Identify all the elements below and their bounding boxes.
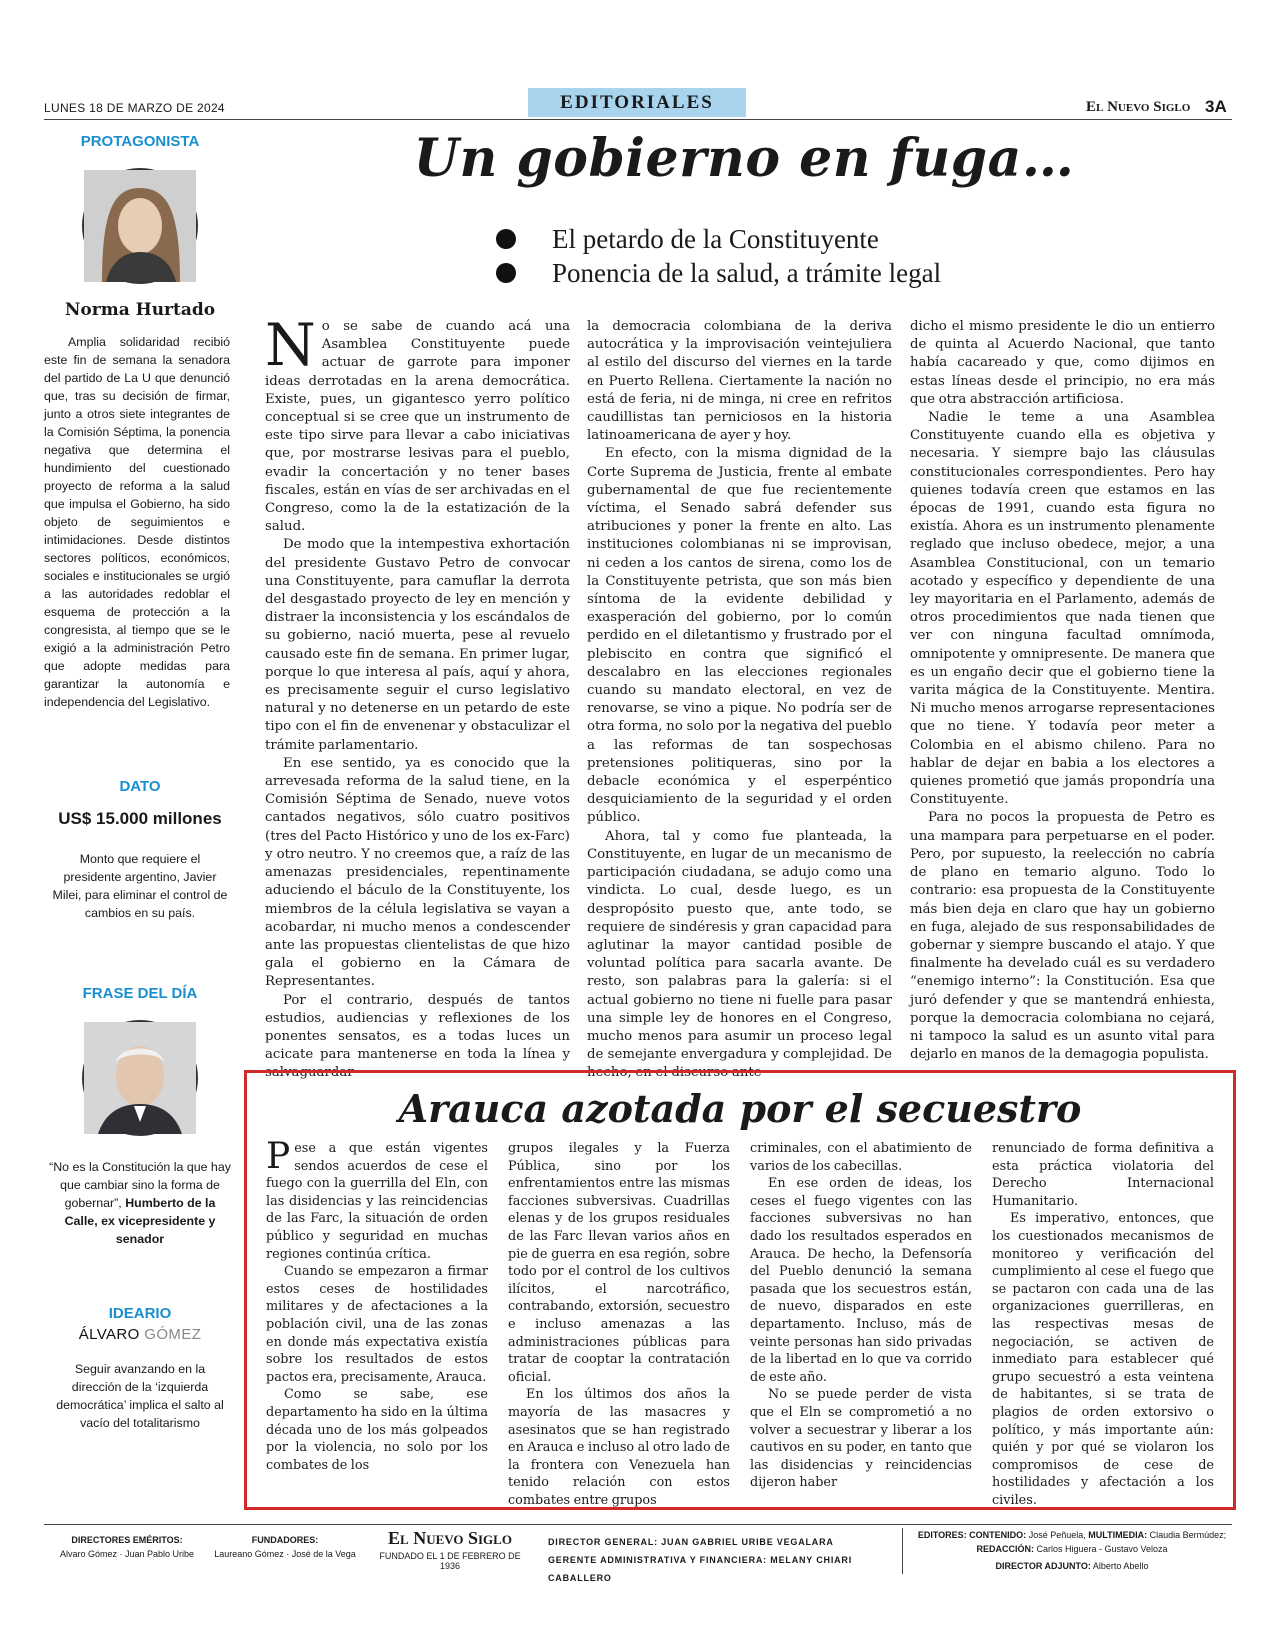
- paragraph: ese a que están vigentes sendos acuerdos de cese el fuego con la guerrilla del Eln, con las disidencias y las reincidencias de las Farc, la situación de orden público y seguridad en muchas regiones continúa crítica.: [266, 1141, 488, 1262]
- footer-divider: [44, 1524, 1232, 1525]
- drop-cap: P: [266, 1136, 291, 1177]
- paragraph: En los últimos dos años la mayoría de las masacres y asesinatos que se han registrado en Arauca e incluso al otro lado de la frontera con Venezuela han tenido relación con estos combates entre grupos: [508, 1387, 730, 1508]
- bullet-dot-icon: [496, 263, 516, 283]
- redaccion-names: Carlos Higuera - Gustavo Veloza: [1036, 1544, 1168, 1554]
- paragraph: Por el contrario, después de tantos estudios, audiencias y reflexiones de los ponentes sensatos, es a todas luces un acicate para mantenerse en toda la línea y salvaguardar: [265, 992, 570, 1081]
- frase-photo: [82, 1020, 198, 1136]
- footer-vertical-divider: [902, 1528, 903, 1574]
- editores-names: José Peñuela,: [1028, 1530, 1086, 1540]
- box-column-2: [508, 1140, 730, 1508]
- paragraph: En ese sentido, ya es conocido que la arrevesada reforma de la salud tiene, en la Comisión Séptima de Senado, nueve votos cantados negativos, sólo cuatro positivos (tres del Pacto Histórico y uno de los ex-Farc) y otro neutro. Y no creemos que, a raíz de las amenazas presidenciales, repentinamente aduciendo el báculo de la Constituyente, los miembros de la célula legislativa se vayan a acobardar, ni mucho menos a condescender ante las propuestas clientelistas de que hizo gala el gobierno en la Cámara de Representantes.: [265, 755, 570, 990]
- emeritos-names: Alvaro Gómez · Juan Pablo Uribe: [59, 1549, 195, 1559]
- paragraph: dicho el mismo presidente le dio un entierro de quinta al Acuerdo Nacional, que tanto había cacareado y que, como dijimos en estas líneas desde el principio, no era más que otra abstracción artificiosa.: [910, 319, 1215, 407]
- ideario-author-first: ÁLVARO: [78, 1326, 140, 1343]
- gerente-label: GERENTE ADMINISTRATIVA Y FINANCIERA:: [548, 1555, 767, 1565]
- frase-author: Humberto de la Calle, ex vicepresidente y senador: [64, 1196, 216, 1246]
- secondary-editorial-title: Arauca azotada por el secuestro: [398, 1086, 1082, 1131]
- paragraph: Para no pocos la propuesta de Petro es una mampara para perpetuarse en el poder. Pero, por supuesto, la reelección no cabría de plano en temario alguno. Todo lo contrario: esa propuesta de la Constituyente más bien deja en claro que hay un gobierno en fuga, alejado de sus responsabilidades de gobernar y siempre buscando el atajo. Y que finalmente ha develado cuál es su verdadero “enemigo interno”: la Constitución. Esa que juró defender y que se mantendrá enhiesta, porque la democracia colombiana no cejará, ni tampoco la salud es un asunto vital para dejarlo en manos de la demagogia populista.: [910, 810, 1215, 1063]
- frase-quote-text: “No es la Constitución la que hay que cambiar sino la forma de gobernar”,: [49, 1160, 231, 1210]
- paragraph: No se puede perder de vista que el Eln se comprometió a no volver a secuestrar y liberar a los cautivos en su poder, en tanto que las disidencias y reincidencias dijeron haber: [750, 1387, 972, 1491]
- multimedia-label: MULTIMEDIA:: [1088, 1530, 1148, 1540]
- editorial-bullets: [496, 222, 941, 290]
- redaccion-label: REDACCIÓN:: [976, 1544, 1034, 1554]
- gerente-name: MELANY CHIARI CABALLERO: [548, 1555, 853, 1583]
- paragraph: De modo que la intempestiva exhortación del presidente Gustavo Petro de convocar una Constituyente, para camuflar la derrota del desgastado proyecto de ley en mención y distraer la inconsistencia y los escándalos de su gobierno, nació muerta, pese al revuelo causado este fin de semana. En primer lugar, porque lo que interesa al país, aquí y ahora, es precisamente seguir el curso legislativo natural y no detenerse en un petardo de este tipo con el fin de envenenar y obstaculizar el trámite parlamentario.: [265, 537, 570, 753]
- multimedia-names: Claudia Bermúdez;: [1149, 1530, 1227, 1540]
- editorial-column-3: [910, 318, 1215, 1063]
- box-column-3: [750, 1140, 972, 1500]
- dato-figure: US$ 15.000 millones: [58, 809, 222, 828]
- editorial-column-2: [587, 318, 892, 1081]
- paragraph: Ahora, tal y como fue planteada, la Constituyente, en lugar de un mecanismo de participación ciudadana, se adujo como una vindicta. Lo cual, desde luego, es un despropósito puesto que, ante todo, se requiere de sindéresis y gran capacidad para aglutinar la mayor cantidad posible de voluntad política para sacarla avante. De resto, son palabras para la galería: si el actual gobierno no tiene ni fuelle para pasar una simple ley de honores en el Congreso, mucho menos para asumir un proceso legal de semejante envergadura y complejidad. De hecho, en el discurso ante-: [587, 828, 892, 1081]
- emeritos-label: DIRECTORES EMÉRITOS:: [71, 1535, 183, 1545]
- frase-kicker: FRASE DEL DÍA: [82, 985, 198, 1002]
- editorial-bullet: [496, 222, 941, 256]
- footer-editores: [912, 1528, 1232, 1573]
- paragraph: criminales, con el abatimiento de varios de los cabecillas.: [750, 1141, 972, 1174]
- protagonista-name: Norma Hurtado: [64, 300, 216, 320]
- editorial-bullet: [496, 256, 941, 290]
- paragraph: la democracia colombiana de la deriva autocrática y la improvisación veintejuliera al estilo del discurso del viernes en la tarde en Puerto Rellena. Ciertamente la nación no está de feria, ni de minga, ni cree en refritos caudillistas tan perniciosos en la historia latinoamericana de ayer y hoy.: [587, 319, 892, 444]
- paragraph: o se sabe de cuando acá una Asamblea Constituyente puede actuar de garrote para imponer ideas derrotadas en la arena democrática. Existe, pues, un gigantesco yerro político conceptual si se cree que un instrumento de este tipo sirve para llevar a cabo iniciativas que, por mostrarse lesivas para el pueblo, evadir la concertación y no tener bases fiscales, están en vías de ser archivadas en el Congreso, como la de la estatización de la salud.: [265, 319, 570, 535]
- footer-directors: [548, 1533, 888, 1587]
- footer-emeritos: [52, 1535, 202, 1559]
- bullet-text: Ponencia de la salud, a trámite legal: [552, 258, 942, 288]
- page-date: LUNES 18 DE MARZO DE 2024: [44, 101, 225, 115]
- section-banner: EDITORIALES: [528, 88, 746, 117]
- drop-cap: N: [265, 311, 316, 379]
- header-divider: [44, 119, 1232, 120]
- protagonista-text: Amplia solidaridad recibió este fin de semana la senadora del partido de La U que denunció que, tras su decisión de firmar, junto a otros siete integrantes de la Comisión Séptima, la ponencia negativa que determina el hundimiento del cuestionado proyecto de reforma a la salud que impulsa el Gobierno, ha sido objeto de seguimientos e intimidaciones. Desde distintos sectores políticos, económicos, sociales e institucionales se urgió a las autoridades redoblar el esquema de protección a la congresista, al tiempo que se le exigió a la administración Petro que adopte medidas para garantizar la autonomía e independencia del Legislativo.: [44, 335, 230, 709]
- bullet-text: El petardo de la Constituyente: [552, 224, 879, 254]
- editores-label: EDITORES: CONTENIDO:: [917, 1530, 1027, 1540]
- box-column-4: [992, 1140, 1214, 1508]
- protagonista-kicker: PROTAGONISTA: [80, 133, 200, 150]
- fundadores-label: FUNDADORES:: [251, 1535, 319, 1545]
- paragraph: grupos ilegales y la Fuerza Pública, sino por los enfrentamientos entre las mismas facciones subversivas. Cuadrillas elenas y de los grupos residuales de las Farc llevan varios años en pie de guerra en esa región, sobre todo por el control de los cultivos ilícitos, el narcotráfico, contrabando, extorsión, secuestro e incluso amenazas a las administraciones públicas para tratar de cooptar la contratación oficial.: [508, 1141, 730, 1385]
- paragraph: renunciado de forma definitiva a esta práctica violatoria del Derecho Internacional Humanitario.: [992, 1141, 1214, 1209]
- ideario-text: Seguir avanzando en la dirección de la ‘izquierda democrática’ implica el salto al vacío del totalitarismo: [56, 1362, 224, 1430]
- paragraph: En ese orden de ideas, los ceses el fuego vigentes con las facciones subversivas no han dado los resultados esperados en Arauca. De hecho, la Defensoría del Pueblo denunció la semana pasada que los secuestros están, de nuevo, disparados en este departamento. Incluso, más de veinte personas han sido privadas de la libertad en lo que va corrido de este año.: [750, 1176, 972, 1385]
- frase-quote: [48, 1158, 232, 1248]
- footer-founded: FUNDADO EL 1 DE FEBRERO DE 1936: [379, 1551, 521, 1571]
- adjunto-name: Alberto Abello: [1092, 1561, 1149, 1571]
- paragraph: Es imperativo, entonces, que los cuestionados mecanismos de monitoreo y verificación del cumplimiento al cese el fuego que se pactaron con cada una de las organizaciones guerrilleras, en las respectivas mesas de negociación, se activen de inmediato para establecer qué grupo secuestró a esta veintena de habitantes, si se trata de plagios de orden extorsivo o político, y más importante aún: quién y por qué se violaron los compromisos de cese de hostilidades y afectación a los civiles.: [992, 1211, 1214, 1508]
- masthead-brand: El Nuevo Siglo: [1086, 99, 1191, 115]
- footer-fundadores: [210, 1535, 360, 1559]
- dato-text: Monto que requiere el presidente argentino, Javier Milei, para eliminar el control de cambios en su país.: [52, 852, 228, 920]
- footer-brand: El Nuevo Siglo: [388, 1528, 512, 1548]
- paragraph: Nadie le teme a una Asamblea Constituyente cuando ella es objetiva y necesaria. Y siempre bajo las cláusulas constitucionales correspondientes. Pero hay quienes todavía creen que estamos en las épocas de 1991, cuando esta figura no existía. Ahora es un instrumento plenamente reglado que incluso obedece, mejor, a una Asamblea Constitucional, con un temario acotado y específico y dependiente de una ley mayoritaria en el Parlamento, además de otros procedimientos que nada tienen que ver con ninguna facultad omnímoda, omnipotente y omnipresente. De manera que es un engaño decir que el gobierno tiene la varita mágica de la Constituyente. Mentira. Ni mucho menos arrogarse representaciones que no tiene. Y todavía peor meter a Colombia en el abismo chileno. Para no hablar de dejar en babia a los electores a quienes prometió que jamás propondría una Constituyente.: [910, 410, 1215, 808]
- protagonista-photo: [82, 168, 198, 284]
- paragraph: En efecto, con la misma dignidad de la Corte Suprema de Justicia, frente al embate gubernamental de que fue recientemente víctima, el Senado sabrá defender sus atribuciones y poner la frente en alto. Las instituciones colombianas ni se improvisan, ni ceden a los cantos de sirena, como los de la Constituyente petrista, que son más bien síntoma de la evidente debilidad y exasperación del gobierno, por lo común perdido en el diletantismo y frustrado por el plebiscito en contra que significó el descalabro en las elecciones regionales cuando su mandato electoral, en vez de renovarse, se vino a pique. No podría ser de otra forma, no solo por la negativa del pueblo a las reformas de tan sospechosas pretensiones politiqueras, sino por la debacle económica y el esperpéntico desquiciamiento de la seguridad y el orden público.: [587, 446, 892, 826]
- paragraph: Cuando se empezaron a firmar estos ceses de hostilidades militares y de afectaciones a la población civil, una de las zonas en donde más expectativa existía sobre los resultados de estos pactos era, precisamente, Arauca.: [266, 1264, 488, 1385]
- dato-kicker: DATO: [119, 778, 161, 795]
- adjunto-label: DIRECTOR ADJUNTO:: [995, 1561, 1091, 1571]
- footer-brand-block: [370, 1528, 530, 1571]
- paragraph: Como se sabe, ese departamento ha sido en la última década uno de los más golpeados por la violencia, no solo por los combates de los: [266, 1387, 488, 1473]
- ideario-kicker: IDEARIO: [108, 1305, 172, 1322]
- fundadores-names: Laureano Gómez · José de la Vega: [214, 1549, 356, 1559]
- box-column-1: [266, 1136, 488, 1500]
- director-name: JUAN GABRIEL URIBE VEGALARA: [661, 1537, 834, 1547]
- bullet-dot-icon: [496, 229, 516, 249]
- editorial-column-1: [265, 311, 570, 1081]
- ideario-author: [40, 1326, 240, 1343]
- editorial-title: Un gobierno en fuga…: [413, 128, 1075, 189]
- director-label: DIRECTOR GENERAL:: [548, 1537, 658, 1547]
- page-number: 3A: [1205, 97, 1227, 116]
- ideario-author-last: GÓMEZ: [144, 1326, 202, 1343]
